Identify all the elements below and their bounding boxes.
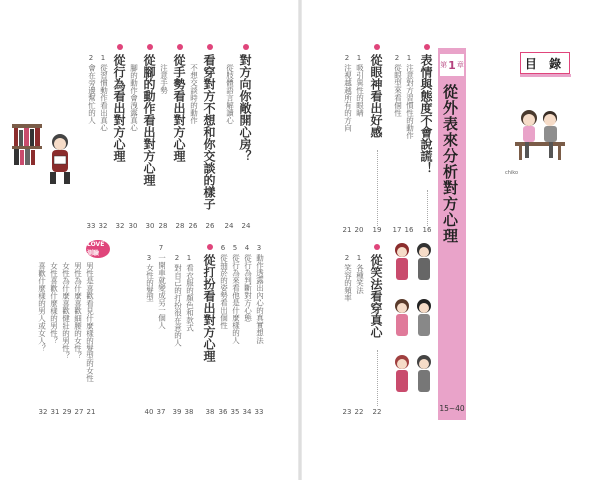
item-text: 各種笑法 — [355, 264, 365, 294]
item-page-number: 32 — [98, 222, 108, 230]
item-text: 女性的髮型 — [145, 264, 155, 302]
item-page-number: 40 — [144, 408, 154, 416]
section-page-number: 24 — [241, 222, 251, 230]
item-page-number: 30 — [128, 222, 138, 230]
item-page-number: 39 — [172, 408, 182, 416]
love-item-text: 女性喜歡什麼樣的男性？ — [49, 262, 59, 345]
section-heading: 從腳的動作看出對方心理 — [142, 54, 156, 186]
leader-dots — [427, 190, 428, 226]
section-bullet — [147, 44, 153, 50]
section-bullet — [207, 244, 213, 250]
item-text: 對自己的打扮很在意的人 — [173, 264, 183, 347]
item-text: 從行為判斷對方心態 — [243, 254, 253, 322]
item-page-number: 21 — [342, 226, 352, 234]
item-page-number: 37 — [156, 408, 166, 416]
chapter-number-label: 第 1 章 — [440, 54, 464, 76]
section-heading: 從笑法看穿真心 — [369, 254, 383, 338]
item-text: 腳的動作會洩露真心 — [129, 64, 139, 132]
section-heading: 從手勢看出對方心理 — [172, 54, 186, 162]
section-page-number: 19 — [372, 226, 382, 234]
item-page-number: 23 — [342, 408, 352, 416]
item-number: 1 — [406, 54, 412, 62]
love-item-text: 男性是喜歡看見什麼樣的髮型的女性 — [85, 262, 95, 382]
section-bullet — [374, 44, 380, 50]
item-text: 從行為來看他是什麼樣的人 — [231, 254, 241, 344]
section-heading: 對方向你敞開心房？ — [238, 54, 252, 162]
item-number: 4 — [244, 244, 250, 252]
toc-title: 目 錄 — [520, 52, 570, 74]
toc-title-underline — [520, 74, 571, 77]
chapter-title: 從外表來分析對方心理 — [441, 84, 459, 244]
item-page-number: 36 — [218, 408, 228, 416]
item-text: 吸引異性的眼睛 — [355, 64, 365, 117]
couple-on-bench-illustration — [505, 100, 575, 170]
section-heading: 從眼神看出好感 — [369, 54, 383, 138]
love-item-text: 喜歡什麼樣的男人或女人？ — [37, 262, 47, 352]
item-number: 1 — [100, 54, 106, 62]
people-illustration — [390, 240, 436, 420]
chapter-page-range: 15~40 — [439, 404, 465, 413]
item-text: 從眼型來看個性 — [393, 64, 403, 117]
item-text: 從肢體語言解讀心 — [225, 64, 235, 124]
book-spine — [298, 0, 302, 480]
item-page-number: 35 — [230, 408, 240, 416]
item-number: 2 — [174, 254, 180, 262]
love-item-page-number: 27 — [74, 408, 84, 416]
item-number: 6 — [220, 244, 226, 252]
item-text: 從抽菸的姿勢看出個性 — [219, 254, 229, 329]
love-item-page-number: 29 — [62, 408, 72, 416]
item-text: 笑容的頻率 — [343, 264, 353, 302]
illustration-caption: chiko — [505, 170, 519, 176]
item-number: 2 — [344, 254, 350, 262]
love-item-text: 男性為什麼喜歡細腰的女性？ — [73, 262, 83, 360]
item-number: 3 — [256, 244, 262, 252]
section-bullet — [117, 44, 123, 50]
section-page-number: 28 — [175, 222, 185, 230]
item-number: 2 — [88, 54, 94, 62]
item-page-number: 22 — [354, 408, 364, 416]
item-page-number: 28 — [158, 222, 168, 230]
item-page-number: 24 — [224, 222, 234, 230]
section-page-number: 26 — [205, 222, 215, 230]
item-page-number: 16 — [404, 226, 414, 234]
section-heading: 從打扮看出對方心理 — [202, 254, 216, 362]
love-item-page-number: 31 — [50, 408, 60, 416]
section-page-number: 32 — [115, 222, 125, 230]
section-heading: 從行為看出對方心理 — [112, 54, 126, 162]
section-page-number: 30 — [145, 222, 155, 230]
item-number: 1 — [356, 254, 362, 262]
item-page-number: 33 — [86, 222, 96, 230]
section-bullet — [424, 44, 430, 50]
section-page-number: 38 — [205, 408, 215, 416]
item-text: 注視越越所有的方向 — [343, 64, 353, 132]
section-page-number: 22 — [372, 408, 382, 416]
item-number: 1 — [356, 54, 362, 62]
item-number: 2 — [344, 54, 350, 62]
leader-dots — [377, 150, 378, 226]
item-number: 3 — [146, 254, 152, 262]
section-bullet — [243, 44, 249, 50]
item-text: 動作透露出內心的真實想法 — [255, 254, 265, 344]
item-number: 2 — [394, 54, 400, 62]
section-bullet — [207, 44, 213, 50]
item-text: 看衣服的顏色和款式 — [185, 264, 195, 332]
item-page-number: 34 — [242, 408, 252, 416]
section-page-number: 16 — [422, 226, 432, 234]
item-number: 1 — [186, 254, 192, 262]
love-item-text: 女性為什麼喜歡健壯的男性？ — [61, 262, 71, 360]
bookshelf-reader-illustration — [10, 120, 85, 190]
item-page-number: 38 — [184, 408, 194, 416]
item-page-number: 20 — [354, 226, 364, 234]
section-heading: 看穿對方不想和你交談的樣子 — [202, 54, 216, 210]
section-heading: 表情與態度不會說謊！ — [419, 54, 433, 174]
item-text: 注意對方習慣性的動作 — [405, 64, 415, 139]
love-test-badge: LOVE 測驗 — [86, 240, 110, 258]
item-number: 7 — [158, 244, 164, 252]
item-text: 一開車就變成另一個人 — [157, 254, 167, 329]
item-text: 注意手勢 — [159, 64, 169, 94]
love-item-page-number: 21 — [86, 408, 96, 416]
item-number: 5 — [232, 244, 238, 252]
item-page-number: 26 — [188, 222, 198, 230]
section-bullet — [374, 244, 380, 250]
section-bullet — [177, 44, 183, 50]
item-text: 從習慣動作看出真心 — [99, 64, 109, 132]
item-page-number: 33 — [254, 408, 264, 416]
leader-dots — [377, 350, 378, 406]
item-page-number: 17 — [392, 226, 402, 234]
love-item-page-number: 32 — [38, 408, 48, 416]
item-text: 不想交談時的動作 — [189, 64, 199, 124]
item-text: 會在旁邊幫忙的人 — [87, 64, 97, 124]
